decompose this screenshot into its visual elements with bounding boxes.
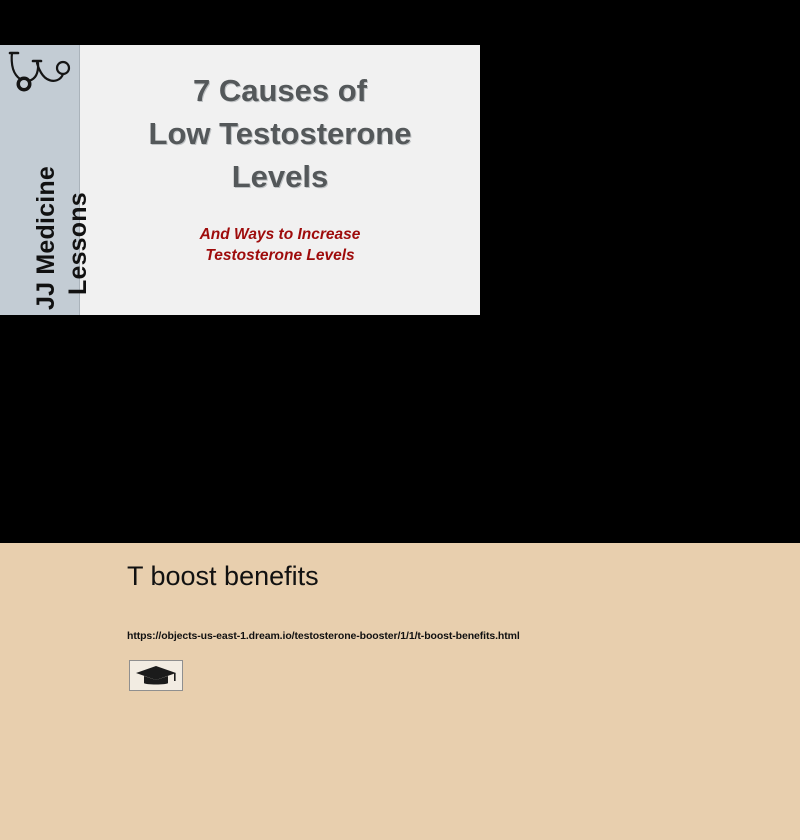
channel-name-line2: Lessons <box>64 192 92 295</box>
graduation-cap-icon <box>130 661 182 690</box>
slide-subtitle-line2: Testosterone Levels <box>205 247 355 264</box>
slide-subtitle-line1: And Ways to Increase <box>199 226 361 243</box>
slide-title <box>80 69 480 198</box>
slide-content <box>80 45 480 315</box>
channel-branding-band <box>0 45 92 315</box>
page-url[interactable]: https://objects-us-east-1.dream.io/testosterone-booster/1/1/t-boost-benefits.html <box>127 630 520 642</box>
channel-name <box>0 105 92 315</box>
page-title: T boost benefits <box>127 561 319 591</box>
slide-title-line2: Low Testosterone <box>148 116 412 151</box>
page-content-section <box>0 543 800 840</box>
graduation-cap-thumbnail[interactable] <box>129 660 183 691</box>
channel-name-line1: JJ Medicine <box>32 166 60 310</box>
slide-subtitle <box>80 224 480 266</box>
slide-title-line1: 7 Causes of <box>192 73 367 108</box>
presentation-slide <box>0 45 480 315</box>
stethoscope-icon <box>6 49 72 109</box>
slide-title-line3: Levels <box>231 159 329 194</box>
